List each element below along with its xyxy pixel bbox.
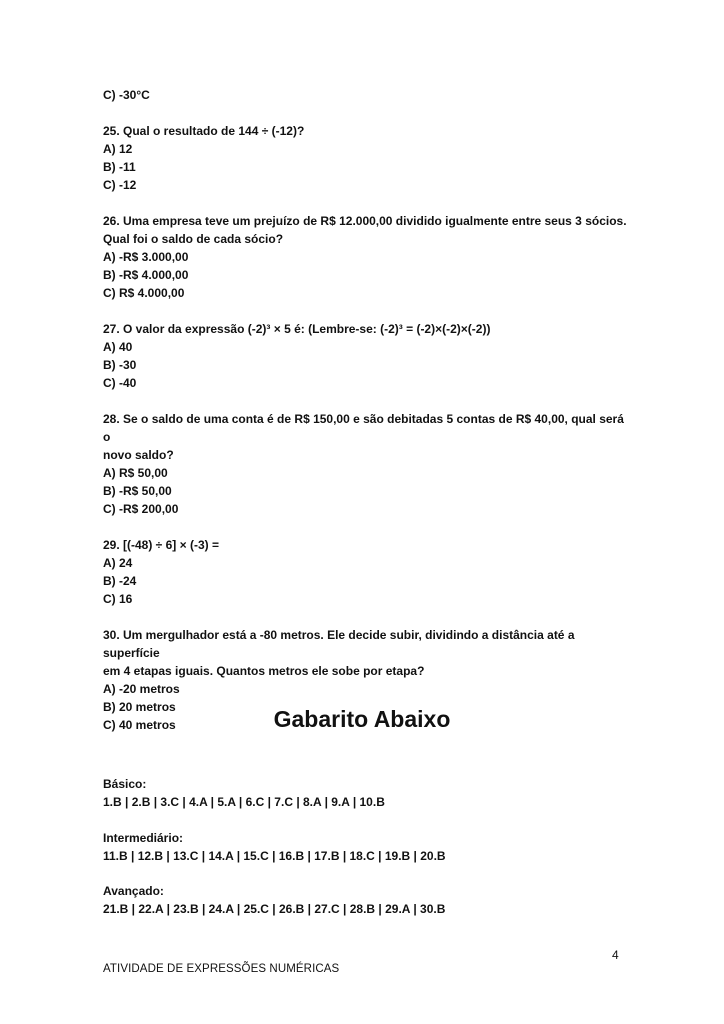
option-line: A) 40 [103,340,133,354]
question-block-29 [103,536,633,608]
answer-key-advanced-label: Avançado: [103,884,164,898]
option-line: C) -R$ 200,00 [103,502,179,516]
page-footer: ATIVIDADE DE EXPRESSÕES NUMÉRICAS [103,963,340,975]
question-text: em 4 etapas iguais. Quantos metros ele sobe por etapa? [103,664,425,678]
question-block-28 [103,410,633,518]
question-text: 27. O valor da expressão (-2)³ × 5 é: (Lembre-se: (-2)³ = (-2)×(-2)×(-2)) [103,322,491,336]
answer-key-advanced [103,882,445,918]
question-text: 26. Uma empresa teve um prejuízo de R$ 12.000,00 dividido igualmente entre seus 3 sócios. [103,214,627,228]
option-line: C) -30°C [103,88,150,102]
option-line: C) -40 [103,376,137,390]
option-line: B) -30 [103,358,137,372]
answer-key-intermediate [103,829,446,865]
option-line: A) 24 [103,556,133,570]
option-line: C) 16 [103,592,133,606]
questions-section [103,86,633,734]
answer-key-intermediate-label: Intermediário: [103,831,184,845]
answer-key-heading: Gabarito Abaixo [273,706,451,732]
option-line: C) R$ 4.000,00 [103,286,185,300]
option-line: C) -12 [103,178,137,192]
answer-key-basic-label: Básico: [103,777,147,791]
option-line: B) -11 [103,160,136,174]
question-text: novo saldo? [103,448,174,462]
option-line: A) 12 [103,142,133,156]
question-text: Qual foi o saldo de cada sócio? [103,232,284,246]
option-line: A) -R$ 3.000,00 [103,250,189,264]
answer-key-basic [103,775,385,811]
question-text: 25. Qual o resultado de 144 ÷ (-12)? [103,124,305,138]
question-text: 30. Um mergulhador está a -80 metros. Ele decide subir, dividindo a distância até a superfície [103,628,578,660]
option-line: B) -R$ 50,00 [103,484,172,498]
option-line: B) -24 [103,574,137,588]
page-number: 4 [612,948,619,962]
option-line: A) -20 metros [103,682,180,696]
question-block-27 [103,320,633,392]
question-block [103,86,633,104]
answer-key-advanced-answers: 21.B | 22.A | 23.B | 24.A | 25.C | 26.B | 27.C | 28.B | 29.A | 30.B [103,902,446,916]
question-block-26 [103,212,633,302]
answer-key-intermediate-answers: 11.B | 12.B | 13.C | 14.A | 15.C | 16.B | 17.B | 18.C | 19.B | 20.B [103,849,446,863]
option-line: B) -R$ 4.000,00 [103,268,189,282]
question-block-25 [103,122,633,194]
question-text: 29. [(-48) ÷ 6] × (-3) = [103,538,219,552]
option-line: B) 20 metros [103,700,176,714]
question-text: 28. Se o saldo de uma conta é de R$ 150,00 e são debitadas 5 contas de R$ 40,00, qual será o [103,412,628,444]
answer-key-basic-answers: 1.B | 2.B | 3.C | 4.A | 5.A | 6.C | 7.C | 8.A | 9.A | 10.B [103,795,385,809]
option-line: C) 40 metros [103,718,176,732]
option-line: A) R$ 50,00 [103,466,168,480]
